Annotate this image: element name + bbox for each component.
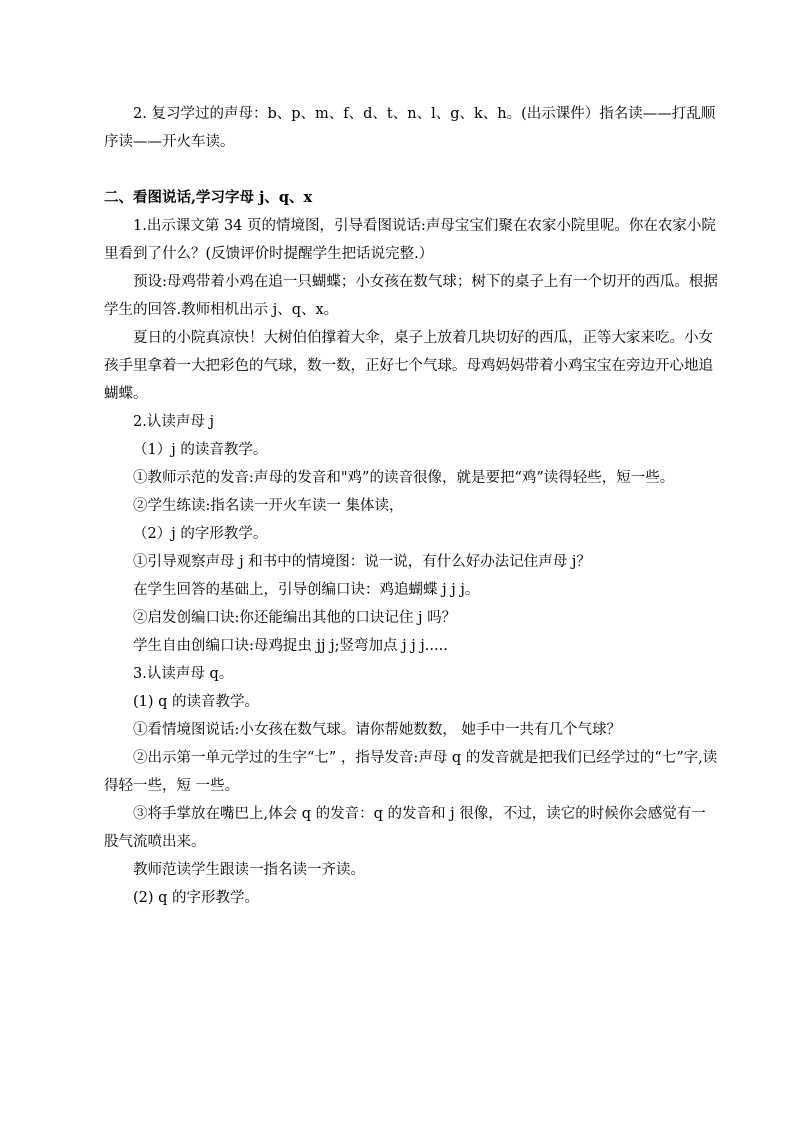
paragraph-teacher-read: 教师范读学生跟读一指名读一齐读。 — [133, 862, 365, 878]
paragraph-summer-yard: 夏日的小院真凉快！大树伯伯撑着大伞，桌子上放着几块切好的西瓜，正等大家来吃。小女孩手里拿着一大把彩色的气球，数一数，正好七个气球。母鸡妈妈带着小鸡宝宝在旁边开心地追蝴蝶。 — [104, 330, 713, 402]
paragraph-create-rhyme: ②启发创编口诀:你还能编出其他的口诀记住 j 吗？ — [133, 610, 457, 626]
paragraph-review-initials: 2. 复习学过的声母：b、p、m、f、d、t、n、l、g、k、h。(出示课件）指名读——打乱顺序读——开火车读。 — [104, 106, 716, 150]
paragraph-read-q: 3.认读声母 q。 — [133, 666, 234, 682]
paragraph-q-pronunciation: (1) q 的读音教学。 — [133, 694, 260, 710]
paragraph-read-j: 2.认读声母 j — [133, 414, 214, 430]
paragraph-free-rhyme: 学生自由创编口诀:母鸡捉虫 jj j;竖弯加点 j j j..... — [133, 638, 448, 654]
section-heading-2: 二、看图说话,学习字母 j、q、x — [104, 189, 313, 206]
paragraph-student-practice: ②学生练读:指名读一开火车读一 集体读， — [133, 498, 404, 514]
paragraph-preset: 预设:母鸡带着小鸡在追一只蝴蝶；小女孩在数气球；树下的桌子上有一个切开的西瓜。根据学生的回答.教师相机出示 j、q、x。 — [104, 274, 718, 318]
paragraph-observe-j: ①引导观察声母 j 和书中的情境图：说一说，有什么好办法记住声母 j？ — [133, 554, 591, 570]
paragraph-j-pronunciation: （1）j 的读音教学。 — [133, 442, 268, 458]
paragraph-q-shape: (2) q 的字形教学。 — [133, 890, 260, 906]
paragraph-rhyme-j: 在学生回答的基础上，引导创编口诀：鸡追蝴蝶 j j j。 — [133, 582, 480, 598]
paragraph-seven: ②出示第一单元学过的生字“七” ，指导发音:声母 q 的发音就是把我们已经学过的“七”字,读得轻一些，短 一些。 — [104, 750, 718, 794]
paragraph-show-picture: 1.出示课文第 34 页的情境图，引导看图说话:声母宝宝们聚在农家小院里呢。你在农家小院里看到了什么？(反馈评价时提醒学生把话说完整.） — [104, 218, 716, 262]
paragraph-teacher-demo: ①教师示范的发音:声母的发音和"鸡”的读音很像，就是要把“鸡”读得轻些，短一些。 — [133, 470, 675, 486]
document-content — [104, 100, 720, 912]
paragraph-count-balloons: ①看情境图说话:小女孩在数气球。请你帮她数数， 她手中一共有几个气球？ — [133, 722, 621, 738]
paragraph-j-shape: （2）j 的字形教学。 — [133, 526, 268, 542]
paragraph-palm: ③将手掌放在嘴巴上,体会 q 的发音：q 的发音和 j 很像，不过，读它的时候你会感觉有一股气流喷出来。 — [104, 806, 706, 850]
